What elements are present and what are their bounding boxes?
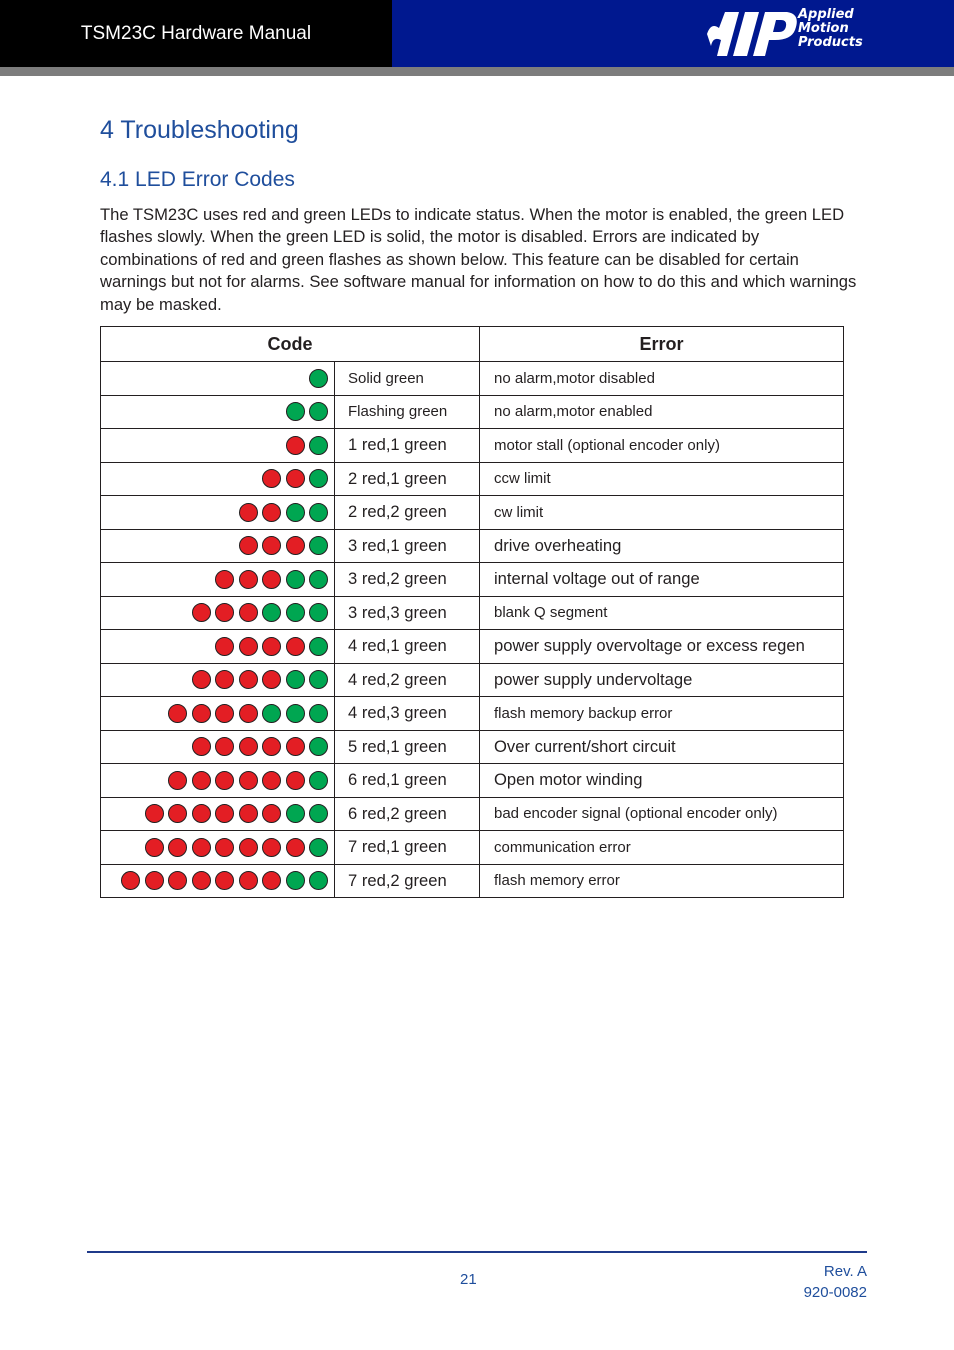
red-led-icon xyxy=(239,704,258,723)
led-pattern xyxy=(101,596,335,630)
red-led-icon xyxy=(192,670,211,689)
green-led-icon xyxy=(262,704,281,723)
column-header-error: Error xyxy=(480,327,844,362)
code-cell: 3 red,1 green xyxy=(335,529,480,563)
green-led-icon xyxy=(309,603,328,622)
red-led-icon xyxy=(168,838,187,857)
code-cell: 1 red,1 green xyxy=(335,429,480,463)
green-led-icon xyxy=(286,704,305,723)
document-title: TSM23C Hardware Manual xyxy=(80,22,312,44)
error-cell: flash memory error xyxy=(480,864,844,898)
red-led-icon xyxy=(239,771,258,790)
green-led-icon xyxy=(309,871,328,890)
code-cell: 2 red,1 green xyxy=(335,462,480,496)
code-cell: 4 red,3 green xyxy=(335,697,480,731)
red-led-icon xyxy=(168,871,187,890)
header-title-block xyxy=(0,0,392,67)
green-led-icon xyxy=(309,637,328,656)
table-row xyxy=(101,563,844,597)
code-cell: 5 red,1 green xyxy=(335,730,480,764)
red-led-icon xyxy=(262,536,281,555)
red-led-icon xyxy=(168,804,187,823)
table-row xyxy=(101,362,844,396)
red-led-icon xyxy=(215,670,234,689)
red-led-icon xyxy=(215,804,234,823)
red-led-icon xyxy=(192,771,211,790)
table-row xyxy=(101,764,844,798)
led-pattern xyxy=(101,663,335,697)
table-row xyxy=(101,596,844,630)
revision-block xyxy=(804,1261,867,1303)
table-row xyxy=(101,730,844,764)
green-led-icon xyxy=(309,804,328,823)
red-led-icon xyxy=(145,804,164,823)
code-cell: 4 red,2 green xyxy=(335,663,480,697)
red-led-icon xyxy=(286,771,305,790)
error-cell: communication error xyxy=(480,831,844,865)
red-led-icon xyxy=(215,704,234,723)
red-led-icon xyxy=(145,838,164,857)
green-led-icon xyxy=(309,536,328,555)
red-led-icon xyxy=(215,838,234,857)
company-brand-name xyxy=(798,8,863,50)
red-led-icon xyxy=(239,804,258,823)
red-led-icon xyxy=(262,670,281,689)
led-pattern xyxy=(101,697,335,731)
led-pattern xyxy=(101,563,335,597)
table-body xyxy=(101,362,844,898)
table-row xyxy=(101,864,844,898)
red-led-icon xyxy=(262,737,281,756)
green-led-icon xyxy=(309,771,328,790)
green-led-icon xyxy=(309,704,328,723)
led-pattern xyxy=(101,429,335,463)
error-cell: no alarm,motor enabled xyxy=(480,395,844,429)
red-led-icon xyxy=(168,771,187,790)
green-led-icon xyxy=(309,737,328,756)
red-led-icon xyxy=(168,704,187,723)
red-led-icon xyxy=(239,838,258,857)
green-led-icon xyxy=(286,570,305,589)
error-cell: cw limit xyxy=(480,496,844,530)
red-led-icon xyxy=(262,804,281,823)
red-led-icon xyxy=(239,603,258,622)
column-header-code: Code xyxy=(101,327,480,362)
table-row xyxy=(101,429,844,463)
led-pattern xyxy=(101,529,335,563)
error-cell: internal voltage out of range xyxy=(480,563,844,597)
red-led-icon xyxy=(192,804,211,823)
red-led-icon xyxy=(239,536,258,555)
header-brand-block xyxy=(392,0,954,67)
green-led-icon xyxy=(309,436,328,455)
led-pattern xyxy=(101,496,335,530)
company-logo-icon xyxy=(703,6,803,62)
red-led-icon xyxy=(215,603,234,622)
green-led-icon xyxy=(286,804,305,823)
table-row xyxy=(101,831,844,865)
code-cell: 2 red,2 green xyxy=(335,496,480,530)
red-led-icon xyxy=(262,637,281,656)
red-led-icon xyxy=(239,871,258,890)
error-cell: flash memory backup error xyxy=(480,697,844,731)
led-pattern xyxy=(101,864,335,898)
document-number: 920-0082 xyxy=(803,1284,867,1301)
code-cell: 7 red,1 green xyxy=(335,831,480,865)
red-led-icon xyxy=(239,737,258,756)
error-cell: blank Q segment xyxy=(480,596,844,630)
error-cell: Open motor winding xyxy=(480,764,844,798)
led-error-codes-table xyxy=(100,326,844,898)
green-led-icon xyxy=(309,369,328,388)
green-led-icon xyxy=(286,402,305,421)
brand-line: Motion xyxy=(798,21,849,36)
table-row xyxy=(101,663,844,697)
section-title: 4 Troubleshooting xyxy=(100,116,299,144)
revision-label: Rev. A xyxy=(823,1263,867,1280)
code-cell: Flashing green xyxy=(335,395,480,429)
green-led-icon xyxy=(309,670,328,689)
led-pattern xyxy=(101,797,335,831)
red-led-icon xyxy=(215,871,234,890)
error-cell: drive overheating xyxy=(480,529,844,563)
red-led-icon xyxy=(121,871,140,890)
led-pattern xyxy=(101,730,335,764)
red-led-icon xyxy=(239,503,258,522)
red-led-icon xyxy=(215,570,234,589)
red-led-icon xyxy=(286,838,305,857)
red-led-icon xyxy=(286,436,305,455)
red-led-icon xyxy=(286,737,305,756)
led-pattern xyxy=(101,362,335,396)
code-cell: 6 red,2 green xyxy=(335,797,480,831)
red-led-icon xyxy=(192,838,211,857)
red-led-icon xyxy=(262,838,281,857)
red-led-icon xyxy=(262,771,281,790)
green-led-icon xyxy=(309,402,328,421)
red-led-icon xyxy=(286,536,305,555)
green-led-icon xyxy=(309,503,328,522)
led-pattern xyxy=(101,630,335,664)
red-led-icon xyxy=(239,670,258,689)
brand-line: Applied xyxy=(798,7,854,22)
error-cell: Over current/short circuit xyxy=(480,730,844,764)
green-led-icon xyxy=(286,503,305,522)
red-led-icon xyxy=(262,503,281,522)
code-cell: 3 red,2 green xyxy=(335,563,480,597)
error-cell: no alarm,motor disabled xyxy=(480,362,844,396)
table-row xyxy=(101,630,844,664)
code-cell: 6 red,1 green xyxy=(335,764,480,798)
led-pattern xyxy=(101,831,335,865)
red-led-icon xyxy=(192,737,211,756)
green-led-icon xyxy=(286,871,305,890)
green-led-icon xyxy=(262,603,281,622)
error-cell: ccw limit xyxy=(480,462,844,496)
subsection-title: 4.1 LED Error Codes xyxy=(100,168,295,191)
red-led-icon xyxy=(239,570,258,589)
red-led-icon xyxy=(192,603,211,622)
page-number: 21 xyxy=(460,1271,477,1288)
code-cell: 7 red,2 green xyxy=(335,864,480,898)
error-cell: power supply undervoltage xyxy=(480,663,844,697)
red-led-icon xyxy=(215,771,234,790)
table-row xyxy=(101,395,844,429)
brand-line: Products xyxy=(798,35,863,50)
red-led-icon xyxy=(262,469,281,488)
intro-paragraph: The TSM23C uses red and green LEDs to indicate status. When the motor is enabled, the green LED flashes slowly. When the green LED is solid, the motor is disabled. Errors are indicated by combinations of red and green flashes as shown below. This feature can be disabled for certain warnings but not for alarms. See software manual for information on how to do this and which warnings may be masked. xyxy=(100,205,857,314)
error-cell: bad encoder signal (optional encoder only) xyxy=(480,797,844,831)
led-pattern xyxy=(101,764,335,798)
led-pattern xyxy=(101,395,335,429)
error-cell: motor stall (optional encoder only) xyxy=(480,429,844,463)
table-row xyxy=(101,797,844,831)
table-row xyxy=(101,529,844,563)
red-led-icon xyxy=(262,871,281,890)
red-led-icon xyxy=(192,704,211,723)
footer-divider xyxy=(87,1251,867,1253)
green-led-icon xyxy=(309,469,328,488)
red-led-icon xyxy=(192,871,211,890)
header-divider xyxy=(0,67,954,76)
green-led-icon xyxy=(286,603,305,622)
led-pattern xyxy=(101,462,335,496)
red-led-icon xyxy=(286,469,305,488)
red-led-icon xyxy=(215,737,234,756)
red-led-icon xyxy=(145,871,164,890)
green-led-icon xyxy=(286,670,305,689)
red-led-icon xyxy=(262,570,281,589)
green-led-icon xyxy=(309,838,328,857)
green-led-icon xyxy=(309,570,328,589)
table-row xyxy=(101,462,844,496)
code-cell: Solid green xyxy=(335,362,480,396)
table-row xyxy=(101,697,844,731)
red-led-icon xyxy=(286,637,305,656)
red-led-icon xyxy=(215,637,234,656)
code-cell: 4 red,1 green xyxy=(335,630,480,664)
code-cell: 3 red,3 green xyxy=(335,596,480,630)
red-led-icon xyxy=(239,637,258,656)
table-header-row xyxy=(101,327,844,362)
error-cell: power supply overvoltage or excess regen xyxy=(480,630,844,664)
table-row xyxy=(101,496,844,530)
